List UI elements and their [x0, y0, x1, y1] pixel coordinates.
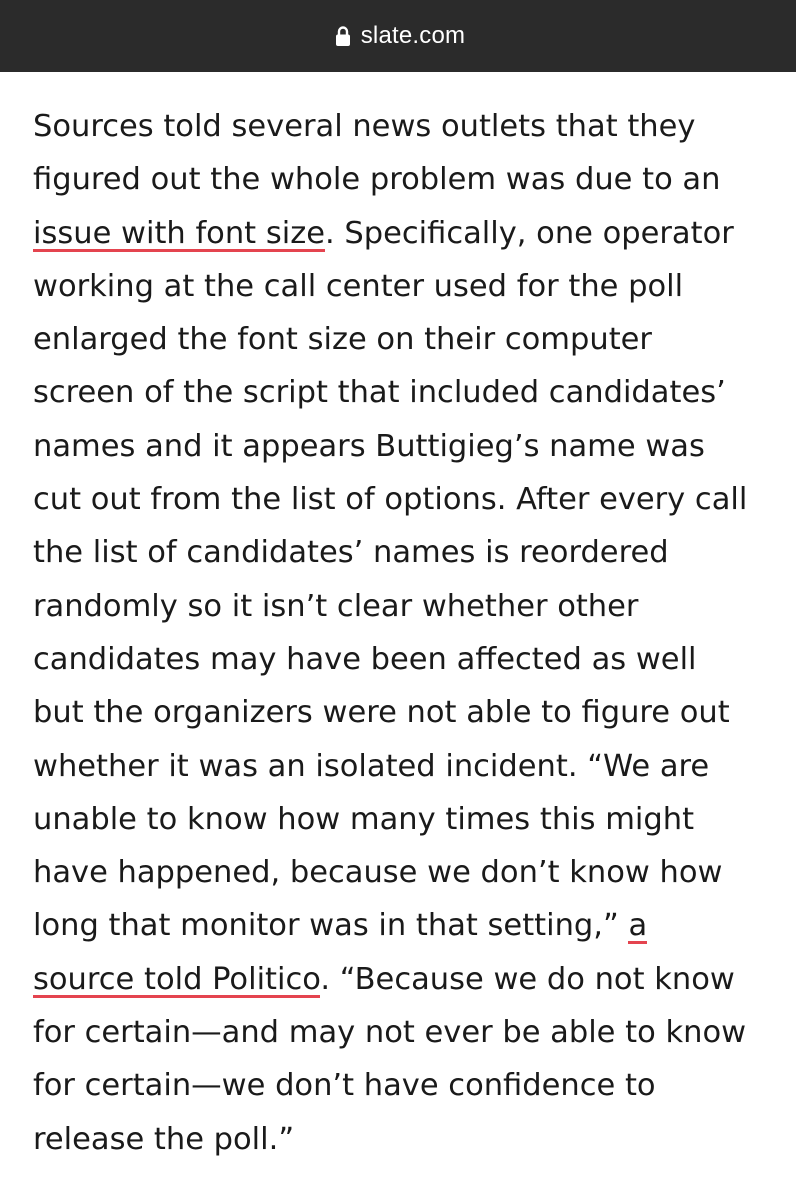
text-fragment: . Specifically, one operator — [324, 215, 734, 251]
text-line: but the organizers were not able to figure out — [33, 695, 730, 731]
text-line: enlarged the font size on their computer — [33, 322, 652, 358]
link-issue-with-font-size[interactable]: issue with font size — [33, 215, 325, 251]
text-fragment: . “Because we do not know — [320, 961, 735, 997]
text-line — [33, 207, 783, 260]
text-line: have happened, because we don’t know how — [33, 855, 723, 891]
text-line — [33, 899, 783, 952]
text-line: release the poll.” — [33, 1121, 295, 1157]
text-line: for certain—we don’t have confidence to — [33, 1068, 656, 1104]
text-fragment: long that monitor was in that setting,” — [33, 908, 629, 944]
lock-icon — [335, 25, 351, 47]
text-line: unable to know how many times this might — [33, 801, 695, 837]
link-source-told-politico-part2[interactable]: source told Politico — [33, 961, 321, 997]
text-line: whether it was an isolated incident. “We are — [33, 748, 710, 784]
text-line: Sources told several news outlets that they — [33, 109, 696, 144]
link-source-told-politico-part1[interactable]: a — [628, 908, 648, 944]
text-line: screen of the script that included candidates’ — [33, 375, 726, 411]
text-line: the list of candidates’ names is reordered — [33, 535, 669, 571]
url-display[interactable] — [335, 22, 466, 50]
text-line — [33, 953, 783, 1006]
text-line: for certain—and may not ever be able to know — [33, 1015, 747, 1051]
domain-text: slate.com — [360, 22, 466, 49]
text-line: cut out from the list of options. After every call — [33, 482, 748, 518]
text-line: candidates may have been affected as well — [33, 641, 697, 677]
text-line: figured out the whole problem was due to an — [33, 162, 721, 198]
text-line: working at the call center used for the poll — [33, 268, 684, 304]
text-line: names and it appears Buttigieg’s name was — [33, 428, 705, 464]
browser-url-bar[interactable] — [0, 0, 796, 72]
article-paragraph — [33, 100, 783, 1166]
text-line: randomly so it isn’t clear whether other — [33, 588, 639, 624]
